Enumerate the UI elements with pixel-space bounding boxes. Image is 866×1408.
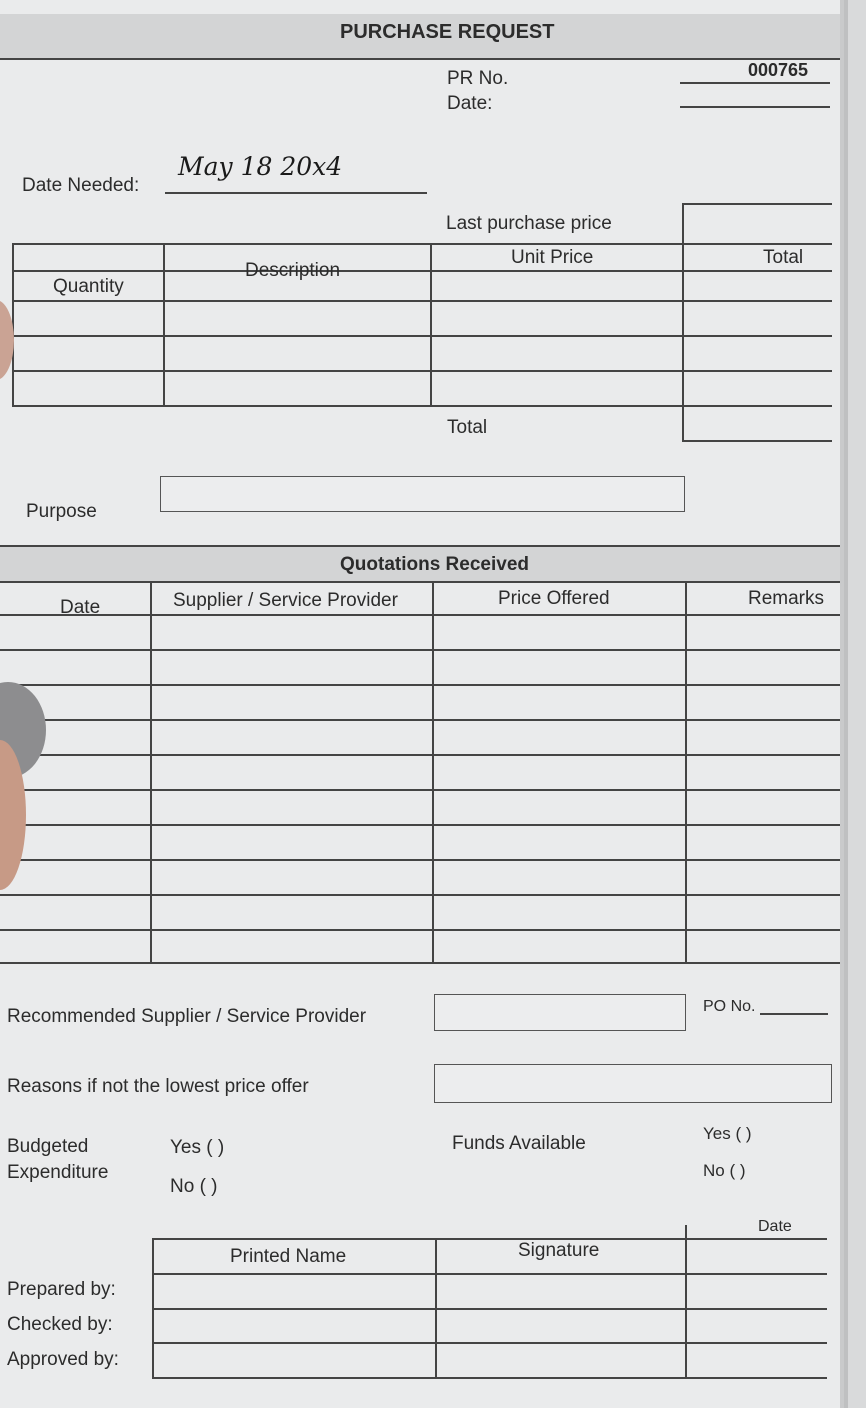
quotation-cell-supplier-1[interactable]	[152, 616, 431, 648]
pr-no-label: PR No.	[447, 68, 509, 89]
funds-available-label: Funds Available	[452, 1133, 586, 1154]
last-purchase-price-label: Last purchase price	[446, 213, 612, 234]
budgeted-label-line2: Expenditure	[7, 1162, 109, 1183]
column-header-description: Description	[245, 260, 341, 281]
prepared-by-name-cell[interactable]	[154, 1275, 434, 1307]
prepared-by-date-cell[interactable]	[687, 1275, 827, 1307]
funds-no-option[interactable]: No ( )	[703, 1161, 746, 1180]
column-header-signature: Signature	[518, 1240, 600, 1261]
recommended-supplier-label: Recommended Supplier / Service Provider	[7, 1006, 367, 1027]
purpose-label: Purpose	[26, 501, 97, 522]
column-header-quantity: Quantity	[53, 276, 124, 297]
quotations-title: Quotations Received	[340, 554, 529, 575]
column-header-total: Total	[763, 247, 804, 268]
pr-no-value: 000765	[748, 60, 809, 80]
date-needed-label: Date Needed:	[22, 175, 140, 196]
item-cell-quantity-1[interactable]	[14, 302, 162, 334]
checked-by-label: Checked by:	[7, 1314, 113, 1335]
budgeted-no-option[interactable]: No ( )	[170, 1176, 218, 1197]
column-header-sign-date: Date	[758, 1218, 792, 1235]
budgeted-label-line1: Budgeted	[7, 1136, 89, 1157]
date-label: Date:	[447, 93, 493, 114]
recommended-supplier-field[interactable]	[434, 994, 686, 1031]
funds-yes-option[interactable]: Yes ( )	[703, 1124, 752, 1143]
column-header-remarks: Remarks	[748, 588, 825, 609]
column-header-printed-name: Printed Name	[230, 1246, 347, 1267]
column-header-date: Date	[60, 597, 101, 618]
approved-by-label: Approved by:	[7, 1349, 119, 1370]
budgeted-yes-option[interactable]: Yes ( )	[170, 1137, 225, 1158]
item-cell-description-1[interactable]	[165, 302, 429, 334]
item-cell-total-1[interactable]	[684, 302, 831, 334]
column-header-price-offered: Price Offered	[498, 588, 610, 609]
quotation-cell-date-1[interactable]	[2, 616, 149, 648]
column-header-unit-price: Unit Price	[511, 247, 594, 268]
pr-no-field[interactable]	[680, 82, 830, 84]
reasons-field[interactable]	[434, 1064, 832, 1103]
quotation-cell-price-1[interactable]	[434, 616, 684, 648]
date-field[interactable]	[680, 106, 830, 108]
purpose-field[interactable]	[160, 476, 685, 512]
po-no-label: PO No.	[703, 998, 756, 1015]
quotation-cell-remarks-1[interactable]	[687, 616, 837, 648]
items-total-label: Total	[447, 417, 488, 438]
form-title: PURCHASE REQUEST	[340, 21, 555, 43]
prepared-by-signature-cell[interactable]	[437, 1275, 684, 1307]
date-needed-value: May 18 20x4	[178, 152, 343, 181]
column-header-supplier: Supplier / Service Provider	[173, 590, 398, 611]
date-needed-field[interactable]	[165, 192, 427, 194]
po-no-field[interactable]	[760, 1013, 828, 1015]
prepared-by-label: Prepared by:	[7, 1279, 116, 1300]
item-cell-unit-price-1[interactable]	[432, 302, 681, 334]
reasons-label: Reasons if not the lowest price offer	[7, 1076, 309, 1097]
